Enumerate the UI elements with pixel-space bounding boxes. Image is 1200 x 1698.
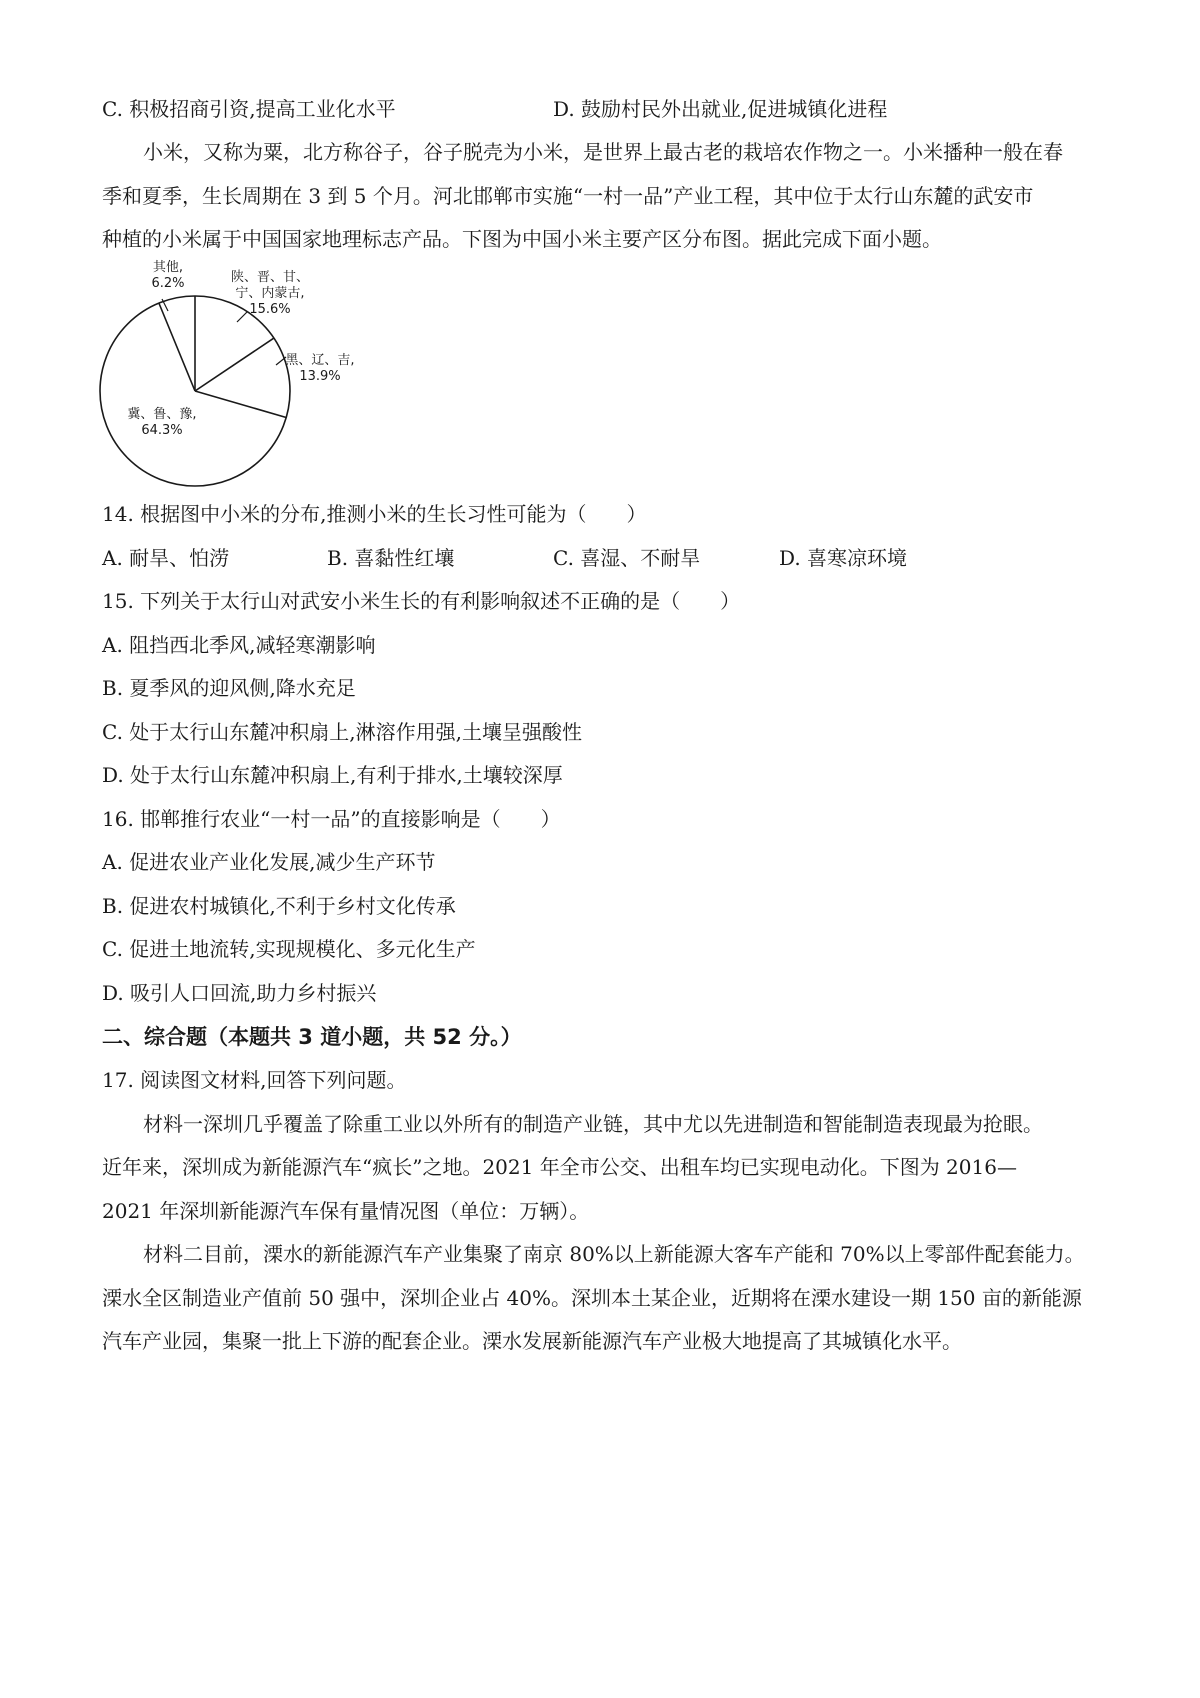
- q17-stem: 17. 阅读图文材料,回答下列问题。: [102, 1068, 407, 1092]
- q16-stem: 16. 邯郸推行农业“一村一品”的直接影响是（ ）: [102, 807, 561, 831]
- q14-option-a: A. 耐旱、怕涝: [102, 546, 230, 570]
- pie-slice-label: 其他, 6.2%: [151, 260, 185, 291]
- q15-option-c: C. 处于太行山东麓冲积扇上,淋溶作用强,土壤呈强酸性: [102, 720, 583, 744]
- q16-option-b: B. 促进农村城镇化,不利于乡村文化传承: [102, 894, 456, 918]
- q17-material2-line-2: 溧水全区制造业产值前 50 强中，深圳企业占 40%。深圳本土某企业，近期将在溧水建设一期 150 亩的新能源: [102, 1286, 1082, 1310]
- q14-stem: 14. 根据图中小米的分布,推测小米的生长习性可能为（ ）: [102, 502, 647, 526]
- q13-option-d: D. 鼓励村民外出就业,促进城镇化进程: [553, 97, 888, 121]
- pie-slice-label: 陕、晋、甘、宁、内蒙古, 15.6%: [230, 270, 310, 317]
- intro-line-2: 季和夏季，生长周期在 3 到 5 个月。河北邯郸市实施“一村一品”产业工程，其中位于太行山东麓的武安市: [102, 184, 1034, 208]
- pie-slice-label: 黑、辽、吉, 13.9%: [285, 353, 355, 384]
- q17-material1-line-2: 近年来，深圳成为新能源汽车“疯长”之地。2021 年全市公交、出租车均已实现电动化。下图为 2016—: [102, 1155, 1017, 1179]
- q14-option-b: B. 喜黏性红壤: [327, 546, 455, 570]
- q15-option-a: A. 阻挡西北季风,减轻寒潮影响: [102, 633, 376, 657]
- q17-material1-line-3: 2021 年深圳新能源汽车保有量情况图（单位：万辆）。: [102, 1199, 590, 1223]
- q16-option-c: C. 促进土地流转,实现规模化、多元化生产: [102, 937, 476, 961]
- q14-option-c: C. 喜湿、不耐旱: [553, 546, 701, 570]
- q17-material1-line-1: 材料一深圳几乎覆盖了除重工业以外所有的制造产业链，其中尤以先进制造和智能制造表现最为抢眼。: [143, 1112, 1043, 1136]
- millet-production-pie-chart: [100, 260, 400, 528]
- q17-material2-line-1: 材料二目前，溧水的新能源汽车产业集聚了南京 80%以上新能源大客车产能和 70%以上零部件配套能力。: [143, 1242, 1085, 1266]
- q16-option-d: D. 吸引人口回流,助力乡村振兴: [102, 981, 377, 1005]
- intro-line-1: 小米，又称为粟，北方称谷子，谷子脱壳为小米，是世界上最古老的栽培农作物之一。小米播种一般在春: [143, 140, 1063, 164]
- leader-shaanxi: [237, 312, 247, 322]
- q13-option-c: C. 积极招商引资,提高工业化水平: [102, 97, 396, 121]
- q15-option-b: B. 夏季风的迎风侧,降水充足: [102, 676, 356, 700]
- intro-line-3: 种植的小米属于中国国家地理标志产品。下图为中国小米主要产区分布图。据此完成下面小题。: [102, 227, 942, 251]
- q15-stem: 15. 下列关于太行山对武安小米生长的有利影响叙述不正确的是（ ）: [102, 589, 741, 613]
- q17-material2-line-3: 汽车产业园，集聚一批上下游的配套企业。溧水发展新能源汽车产业极大地提高了其城镇化水平。: [102, 1329, 962, 1353]
- pie-slice-boundary: [195, 338, 274, 391]
- pie-slice-boundary: [195, 391, 286, 418]
- q16-option-a: A. 促进农业产业化发展,减少生产环节: [102, 850, 436, 874]
- q15-option-d: D. 处于太行山东麓冲积扇上,有利于排水,土壤较深厚: [102, 763, 563, 787]
- section-2-heading: 二、综合题（本题共 3 道小题，共 52 分。）: [102, 1025, 522, 1049]
- pie-slice-label: 冀、鲁、豫, 64.3%: [127, 407, 197, 438]
- pie-slice-boundary: [159, 303, 195, 391]
- pie-svg: [100, 260, 400, 528]
- q14-option-d: D. 喜寒凉环境: [779, 546, 908, 570]
